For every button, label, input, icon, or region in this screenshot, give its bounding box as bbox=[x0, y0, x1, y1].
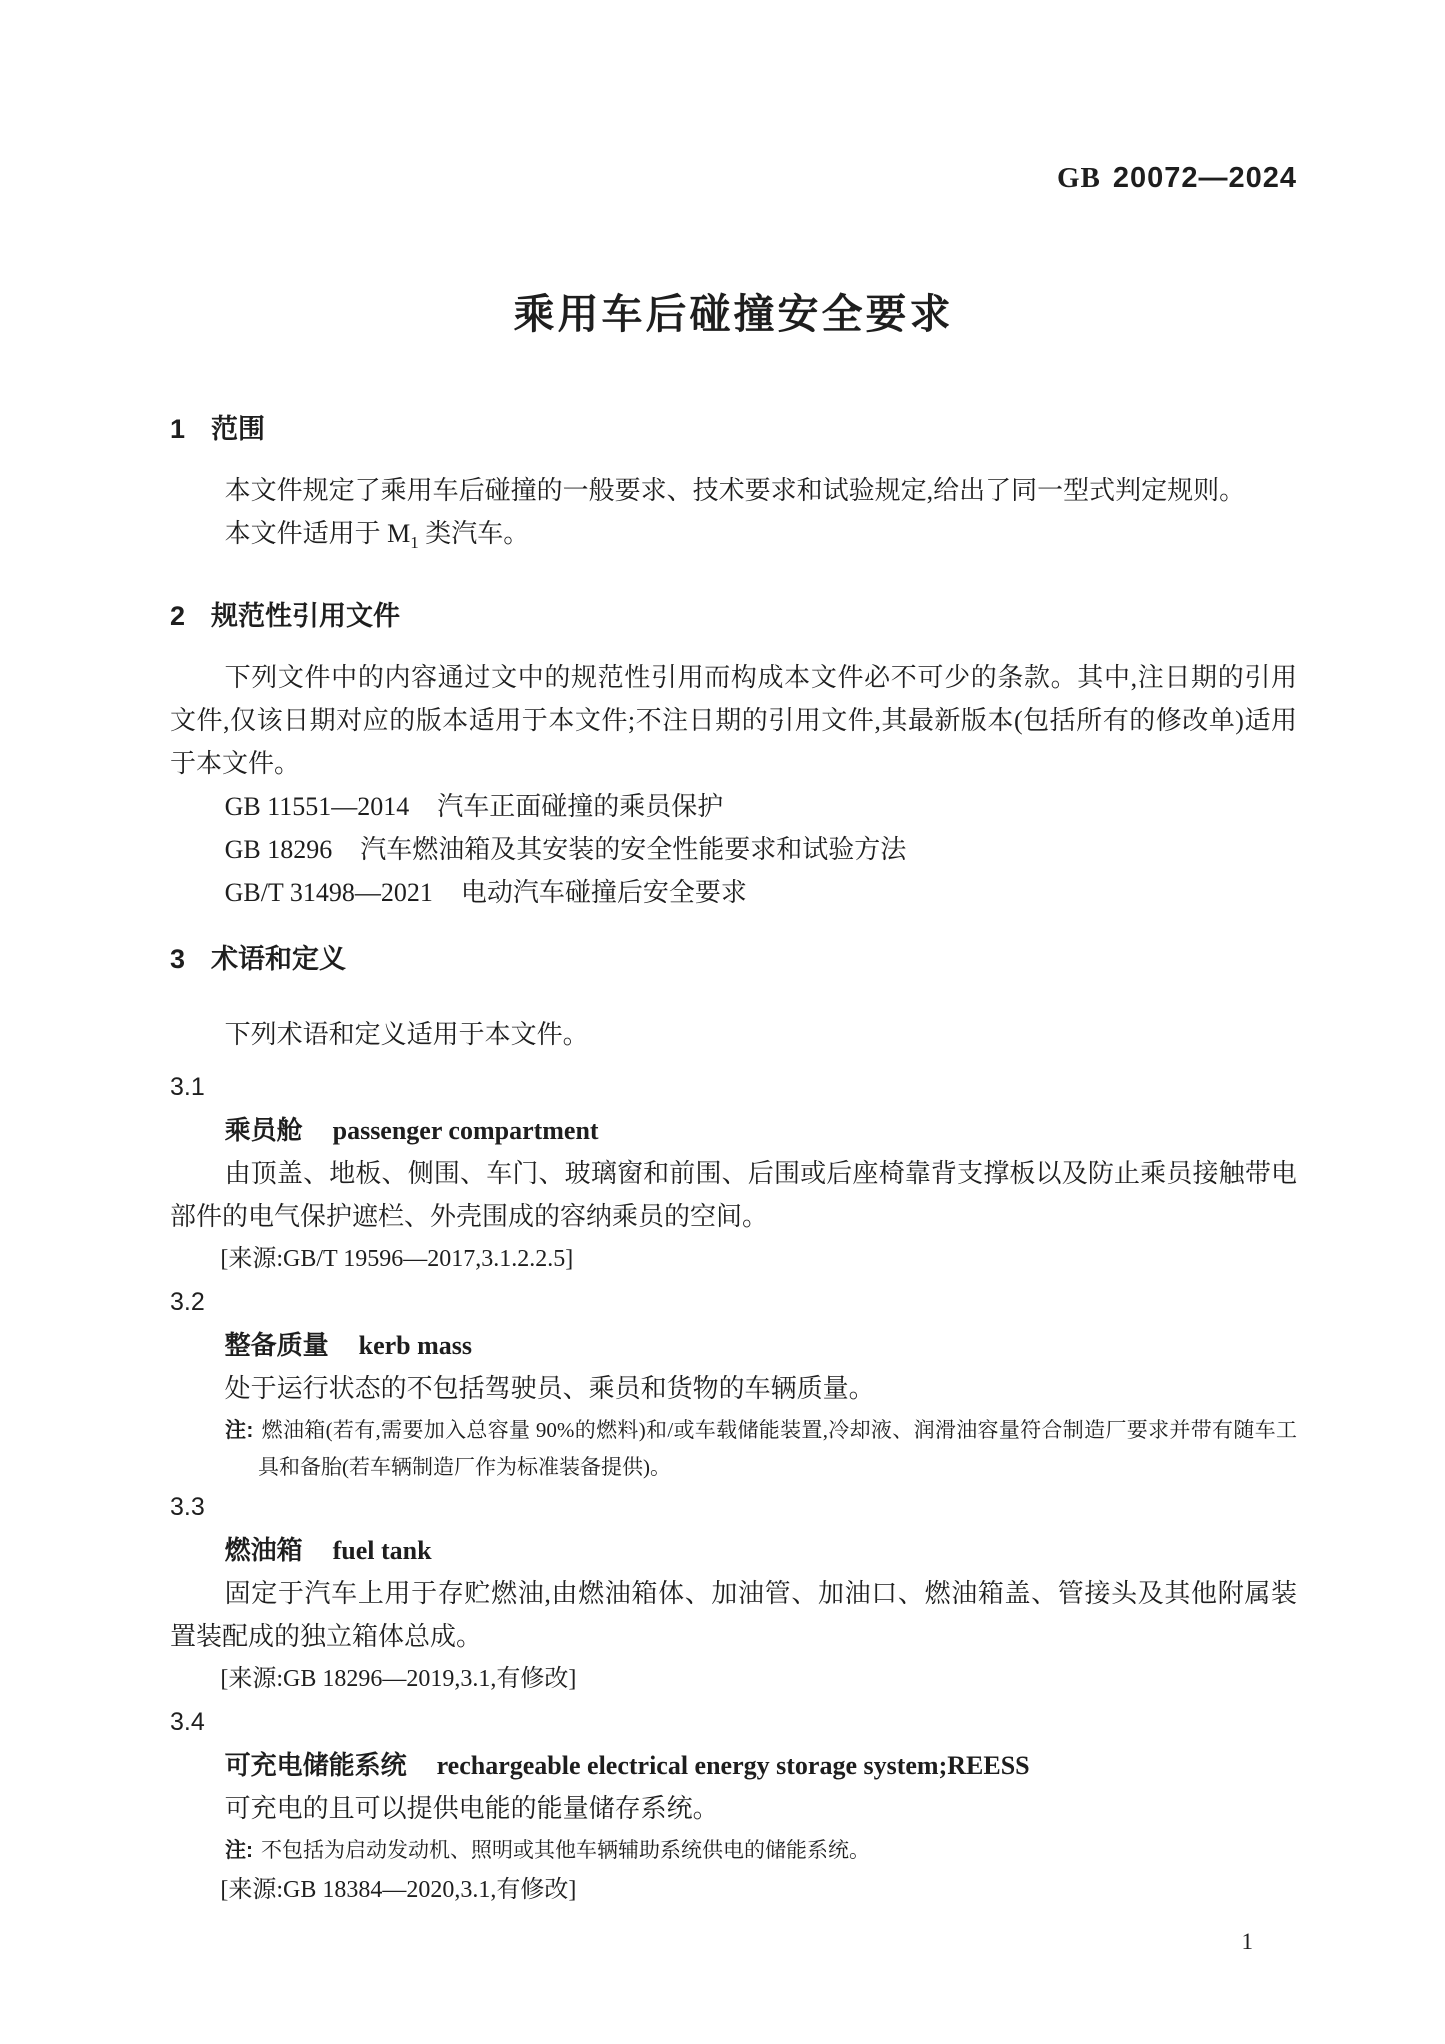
section-3-label: 术语和定义 bbox=[211, 944, 347, 974]
standard-code-number: 20072—2024 bbox=[1112, 162, 1297, 194]
term-definition: 由顶盖、地板、侧围、车门、玻璃窗和前围、后围或后座椅靠背支撑板以及防止乘员接触带电部件的电气保护遮栏、外壳围成的容纳乘员的空间。 bbox=[170, 1159, 1297, 1231]
m1-subscript: 1 bbox=[410, 533, 419, 553]
term-source: [来源:GB/T 19596—2017,3.1.2.2.5] bbox=[220, 1246, 574, 1272]
reference-title: 汽车正面碰撞的乘员保护 bbox=[437, 792, 724, 821]
term-definition: 固定于汽车上用于存贮燃油,由燃油箱体、加油管、加油口、燃油箱盖、管接头及其他附属装置装配成的独立箱体总成。 bbox=[170, 1579, 1297, 1651]
term-en-name: kerb mass bbox=[358, 1331, 473, 1360]
term-en-name: passenger compartment bbox=[332, 1116, 599, 1145]
term-3-1 bbox=[170, 1066, 1297, 1281]
term-number: 3.3 bbox=[170, 1493, 205, 1521]
reference-code: GB 11551—2014 bbox=[224, 792, 410, 821]
term-3-2 bbox=[170, 1281, 1297, 1486]
section-2-heading bbox=[170, 601, 1297, 632]
standard-code-prefix: GB bbox=[1056, 162, 1101, 194]
term-note bbox=[170, 1412, 1297, 1486]
note-text: 不包括为启动发动机、照明或其他车辆辅助系统供电的储能系统。 bbox=[261, 1838, 870, 1862]
reference-item bbox=[170, 785, 1297, 828]
section-1-label: 范围 bbox=[211, 414, 266, 444]
scope-paragraph-2-tail: 类汽车。 bbox=[418, 519, 530, 548]
term-title bbox=[170, 1529, 1297, 1572]
term-definition: 可充电的且可以提供电能的能量储存系统。 bbox=[224, 1794, 719, 1823]
section-1-heading bbox=[170, 414, 1297, 445]
reference-item bbox=[170, 871, 1297, 914]
term-3-4 bbox=[170, 1701, 1297, 1912]
standard-code bbox=[170, 0, 1297, 194]
scope-paragraph-2 bbox=[170, 512, 1297, 555]
reference-code: GB 18296 bbox=[224, 835, 333, 864]
term-title bbox=[170, 1324, 1297, 1367]
reference-title: 电动汽车碰撞后安全要求 bbox=[460, 878, 747, 907]
section-2-number: 2 bbox=[170, 601, 186, 631]
note-label: 注: bbox=[225, 1839, 253, 1862]
term-source: [来源:GB 18384—2020,3.1,有修改] bbox=[220, 1877, 577, 1903]
term-title bbox=[170, 1109, 1297, 1152]
term-number: 3.4 bbox=[170, 1708, 205, 1736]
reference-code: GB/T 31498—2021 bbox=[224, 878, 433, 907]
note-label: 注: bbox=[225, 1419, 254, 1442]
page-number: 1 bbox=[1241, 1929, 1253, 1954]
term-en-name: fuel tank bbox=[332, 1536, 432, 1565]
term-zh-name: 燃油箱 bbox=[224, 1535, 303, 1565]
term-title bbox=[170, 1744, 1297, 1787]
term-en-name: rechargeable electrical energy storage system;REESS bbox=[436, 1751, 1030, 1780]
reference-title: 汽车燃油箱及其安装的安全性能要求和试验方法 bbox=[360, 835, 907, 864]
terms-intro: 下列术语和定义适用于本文件。 bbox=[224, 1020, 589, 1049]
section-3-number: 3 bbox=[170, 944, 186, 974]
note-text: 燃油箱(若有,需要加入总容量 90%的燃料)和/或车载储能装置,冷却液、润滑油容量符合制造厂要求并带有随车工具和备胎(若车辆制造厂作为标准装备提供)。 bbox=[258, 1418, 1298, 1479]
section-1-number: 1 bbox=[170, 414, 186, 444]
term-zh-name: 整备质量 bbox=[224, 1330, 329, 1360]
term-source: [来源:GB 18296—2019,3.1,有修改] bbox=[220, 1666, 577, 1692]
document-title: 乘用车后碰撞安全要求 bbox=[513, 291, 954, 337]
section-2-label: 规范性引用文件 bbox=[211, 601, 401, 631]
term-zh-name: 乘员舱 bbox=[224, 1115, 303, 1145]
term-number: 3.2 bbox=[170, 1288, 205, 1316]
section-3-heading bbox=[170, 944, 1297, 975]
term-definition: 处于运行状态的不包括驾驶员、乘员和货物的车辆质量。 bbox=[224, 1374, 875, 1403]
scope-paragraph-2-text: 本文件适用于 M bbox=[224, 519, 411, 548]
terms-list bbox=[170, 1066, 1297, 1912]
scope-paragraph-1: 本文件规定了乘用车后碰撞的一般要求、技术要求和试验规定,给出了同一型式判定规则。 bbox=[224, 476, 1246, 505]
term-3-3 bbox=[170, 1486, 1297, 1701]
term-number: 3.1 bbox=[170, 1073, 205, 1101]
normative-references-paragraph: 下列文件中的内容通过文中的规范性引用而构成本文件必不可少的条款。其中,注日期的引用文件,仅该日期对应的版本适用于本文件;不注日期的引用文件,其最新版本(包括所有的修改单)适用于本文件。 bbox=[170, 663, 1297, 778]
term-zh-name: 可充电储能系统 bbox=[224, 1750, 407, 1780]
reference-item bbox=[170, 828, 1297, 871]
term-note bbox=[170, 1832, 1297, 1869]
